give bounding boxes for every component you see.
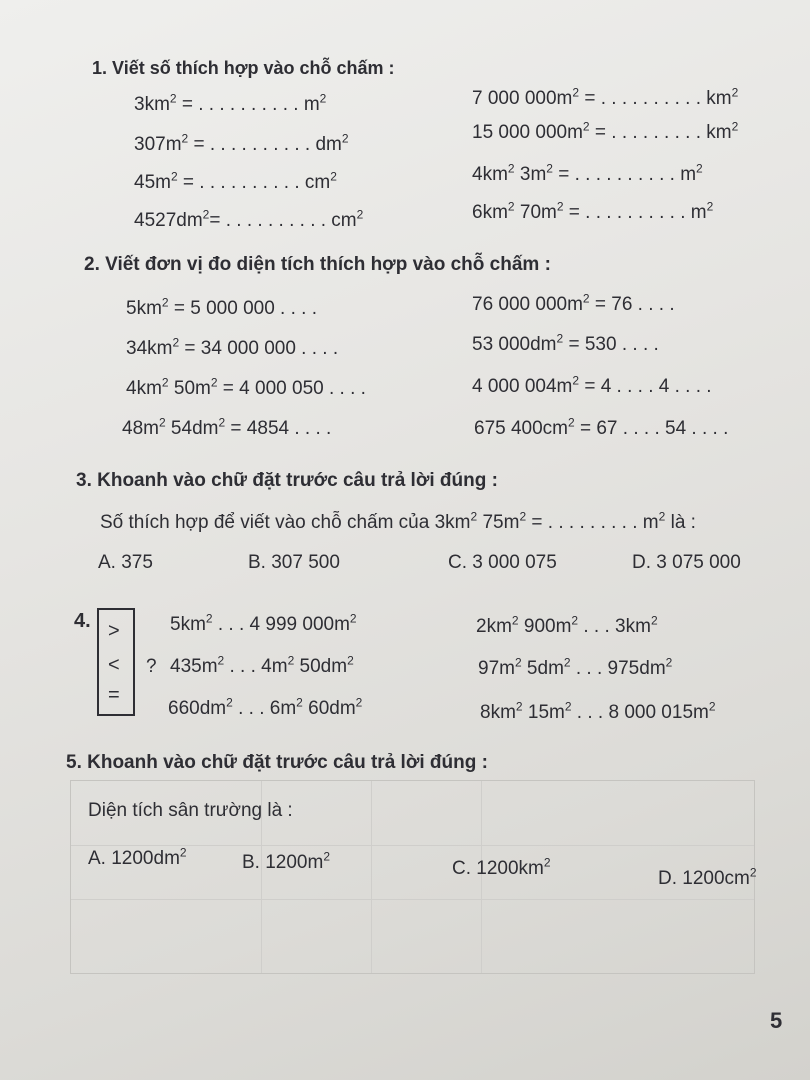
q4-left-item: $660dm^2$ . . . $6m^2$ $60dm^2$ bbox=[168, 695, 363, 719]
q1-right-item: $6km^2$ $70m^2$ = . . . . . . . . . . $m^2$ bbox=[472, 199, 714, 223]
q3-option-c[interactable]: C. 3 000 075 bbox=[448, 552, 557, 573]
q5-option-d[interactable]: D. $1200cm^2$ bbox=[658, 865, 757, 889]
q1-left-item: $3km^2$ = . . . . . . . . . . $m^2$ bbox=[134, 91, 327, 115]
q2-title: 2. Viết đơn vị đo diện tích thích hợp vào chỗ chấm : bbox=[84, 254, 551, 275]
q4-right-item: $2km^2$ $900m^2$ . . . $3km^2$ bbox=[476, 613, 658, 637]
q3-option-a[interactable]: A. 375 bbox=[98, 552, 153, 573]
q2-left-item: $34km^2 = 34$ 000 000 . . . . bbox=[126, 335, 339, 359]
q1-left-item: $307m^2$ = . . . . . . . . . . $dm^2$ bbox=[134, 131, 349, 155]
q4-right-item: $8km^2$ $15m^2$ . . . 8 000 $015m^2$ bbox=[480, 699, 716, 723]
q2-left-item: $5km^2 = 5$ 000 000 . . . . bbox=[126, 295, 318, 319]
q5-option-a[interactable]: A. $1200dm^2$ bbox=[88, 845, 187, 869]
q1-title: 1. Viết số thích hợp vào chỗ chấm : bbox=[92, 58, 395, 78]
q1-right-item: 15 000 $000m^2$ = . . . . . . . . . $km^2$ bbox=[472, 119, 739, 143]
greater-than-symbol: > bbox=[108, 620, 120, 642]
less-than-symbol: < bbox=[108, 654, 120, 676]
q1-left-item: $45m^2$ = . . . . . . . . . . $cm^2$ bbox=[134, 169, 337, 193]
q1-left-item: $4527dm^2=$ . . . . . . . . . . $cm^2$ bbox=[134, 207, 364, 231]
q5-option-b[interactable]: B. $1200m^2$ bbox=[242, 849, 331, 873]
page-number: 5 bbox=[770, 1008, 783, 1033]
q2-right-item: 4 000 $004m^2 = 4$ . . . . 4 . . . . bbox=[472, 373, 712, 397]
q2-right-item: 53 $000dm^2 = 530$ . . . . bbox=[472, 331, 659, 355]
q3-option-b[interactable]: B. 307 500 bbox=[248, 552, 340, 573]
q1-right-item: $4km^2$ $3m^2$ = . . . . . . . . . . $m^2$ bbox=[472, 161, 703, 185]
q3-option-d[interactable]: D. 3 075 000 bbox=[632, 552, 741, 573]
q2-right-item: 675 $400cm^2 = 67$ . . . . 54 . . . . bbox=[474, 415, 729, 439]
q5-title: 5. Khoanh vào chữ đặt trước câu trả lời đúng : bbox=[66, 752, 488, 773]
q4-right-item: $97m^2$ $5dm^2$ . . . $975dm^2$ bbox=[478, 655, 673, 679]
q4-left-item: $5km^2$ . . . 4 999 $000m^2$ bbox=[170, 611, 357, 635]
q2-right-item: 76 000 $000m^2 = 76$ . . . . bbox=[472, 291, 675, 315]
q4-number: 4. bbox=[74, 610, 91, 632]
q3-title: 3. Khoanh vào chữ đặt trước câu trả lời đúng : bbox=[76, 470, 498, 491]
q3-question: Số thích hợp để viết vào chỗ chấm của $3km^2$ $75m^2$ = . . . . . . . . . $m^2$ là : bbox=[100, 509, 696, 533]
q4-left-item: $435m^2$ . . . $4m^2$ $50dm^2$ bbox=[170, 653, 354, 677]
question-mark: ? bbox=[146, 656, 157, 677]
q2-left-item: $4km^2$ $50m^2 = 4$ 000 050 . . . . bbox=[126, 375, 366, 399]
q5-option-c[interactable]: C. $1200km^2$ bbox=[452, 855, 551, 879]
q5-question: Diện tích sân trường là : bbox=[88, 800, 293, 821]
equals-symbol: = bbox=[108, 684, 120, 706]
q1-right-item: 7 000 $000m^2$ = . . . . . . . . . . $km^2$ bbox=[472, 85, 739, 109]
q2-left-item: $48m^2$ $54dm^2 = 4854$ . . . . bbox=[122, 415, 332, 439]
